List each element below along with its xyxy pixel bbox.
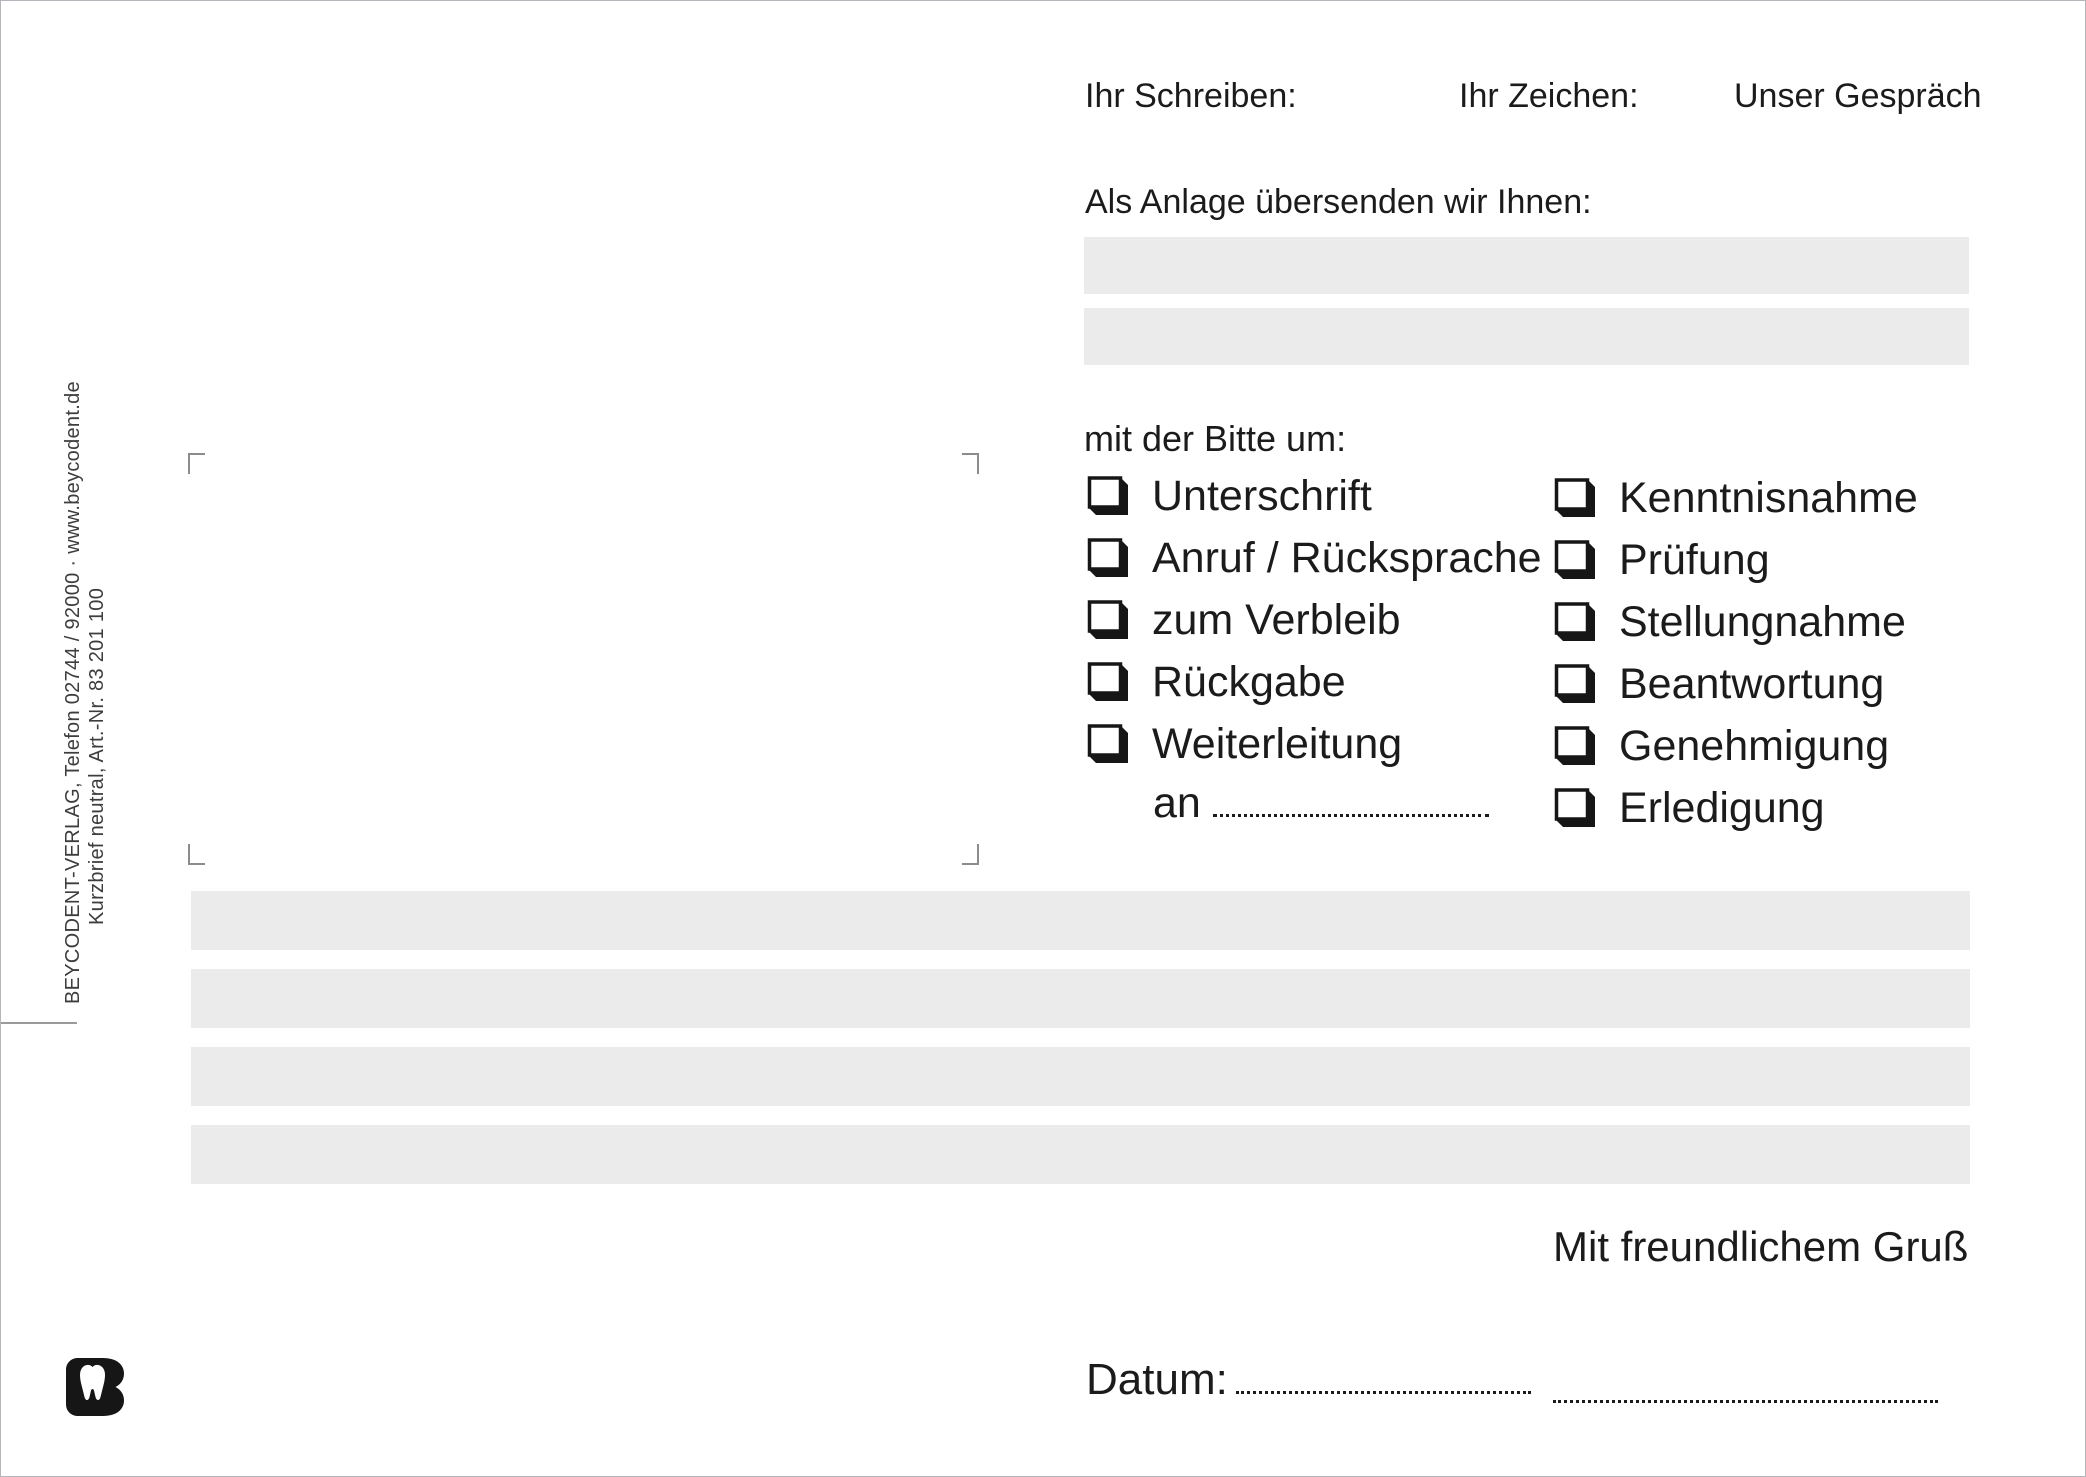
enclosure-intro-label: Als Anlage übersenden wir Ihnen: — [1085, 183, 1592, 221]
date-label: Datum: — [1086, 1355, 1228, 1404]
product-vertical-text: Kurzbrief neutral, Art.-Nr. 83 201 100 — [86, 587, 108, 925]
option-label: Beantwortung — [1619, 660, 1885, 708]
option-row-weiterleitung[interactable] — [1087, 720, 1403, 768]
option-row-erledigung[interactable] — [1554, 784, 1825, 832]
publisher-vertical-text: BEYCODENT-VERLAG, Telefon 02744 / 92000 · www.beycodent.de — [62, 381, 84, 1004]
option-label: Genehmigung — [1619, 722, 1890, 770]
checkbox-icon[interactable] — [1087, 662, 1129, 702]
checkbox-icon[interactable] — [1554, 788, 1596, 828]
checkbox-icon[interactable] — [1554, 540, 1596, 580]
option-label: Stellungnahme — [1619, 598, 1906, 646]
option-label: Erledigung — [1619, 784, 1825, 832]
our-conversation-label: Unser Gespräch — [1734, 77, 1982, 115]
forward-to-label: an — [1153, 779, 1201, 827]
checkbox-icon[interactable] — [1554, 602, 1596, 642]
greeting-text: Mit freundlichem Gruß — [1553, 1223, 1969, 1270]
message-line-field-2[interactable] — [191, 969, 1970, 1028]
option-label: Rückgabe — [1152, 658, 1346, 706]
checkbox-icon[interactable] — [1554, 664, 1596, 704]
request-intro-label: mit der Bitte um: — [1084, 418, 1347, 459]
your-reference-label: Ihr Zeichen: — [1459, 77, 1639, 115]
address-window-corner-bottom-right — [962, 844, 979, 865]
enclosure-field-1[interactable] — [1084, 237, 1969, 294]
checkbox-icon[interactable] — [1087, 476, 1129, 516]
forward-to-fill-line[interactable] — [1213, 814, 1489, 817]
message-line-field-3[interactable] — [191, 1047, 1970, 1106]
option-row-kenntnisnahme[interactable] — [1554, 474, 1918, 522]
checkbox-icon[interactable] — [1554, 726, 1596, 766]
enclosure-field-2[interactable] — [1084, 308, 1969, 365]
option-label: Unterschrift — [1152, 472, 1372, 520]
option-row-stellungnahme[interactable] — [1554, 598, 1906, 646]
signature-fill-line[interactable] — [1553, 1400, 1938, 1403]
date-row — [1086, 1357, 1531, 1403]
option-label: Kenntnisnahme — [1619, 474, 1918, 522]
option-row-beantwortung[interactable] — [1554, 660, 1885, 708]
address-window-corner-bottom-left — [188, 844, 205, 865]
checkbox-icon[interactable] — [1087, 538, 1129, 578]
option-row-anruf-ruecksprache[interactable] — [1087, 534, 1542, 582]
fold-mark — [1, 1022, 77, 1024]
checkbox-icon[interactable] — [1087, 600, 1129, 640]
option-row-genehmigung[interactable] — [1554, 722, 1890, 770]
address-window-corner-top-right — [962, 453, 979, 474]
option-label: Anruf / Rücksprache — [1152, 534, 1542, 582]
option-row-rueckgabe[interactable] — [1087, 658, 1346, 706]
message-line-field-4[interactable] — [191, 1125, 1970, 1184]
checkbox-icon[interactable] — [1087, 724, 1129, 764]
option-label: Weiterleitung — [1152, 720, 1403, 768]
option-label: zum Verbleib — [1152, 596, 1401, 644]
checkbox-icon[interactable] — [1554, 478, 1596, 518]
message-line-field-1[interactable] — [191, 891, 1970, 950]
option-row-zum-verbleib[interactable] — [1087, 596, 1401, 644]
forward-to-row — [1153, 779, 1489, 827]
signature-area — [1553, 1390, 1938, 1408]
option-row-pruefung[interactable] — [1554, 536, 1770, 584]
option-label: Prüfung — [1619, 536, 1770, 584]
option-row-unterschrift[interactable] — [1087, 472, 1372, 520]
date-fill-line[interactable] — [1236, 1391, 1531, 1394]
address-window-corner-top-left — [188, 453, 205, 474]
brand-logo-b-tooth — [65, 1357, 127, 1417]
your-letter-label: Ihr Schreiben: — [1085, 77, 1297, 115]
